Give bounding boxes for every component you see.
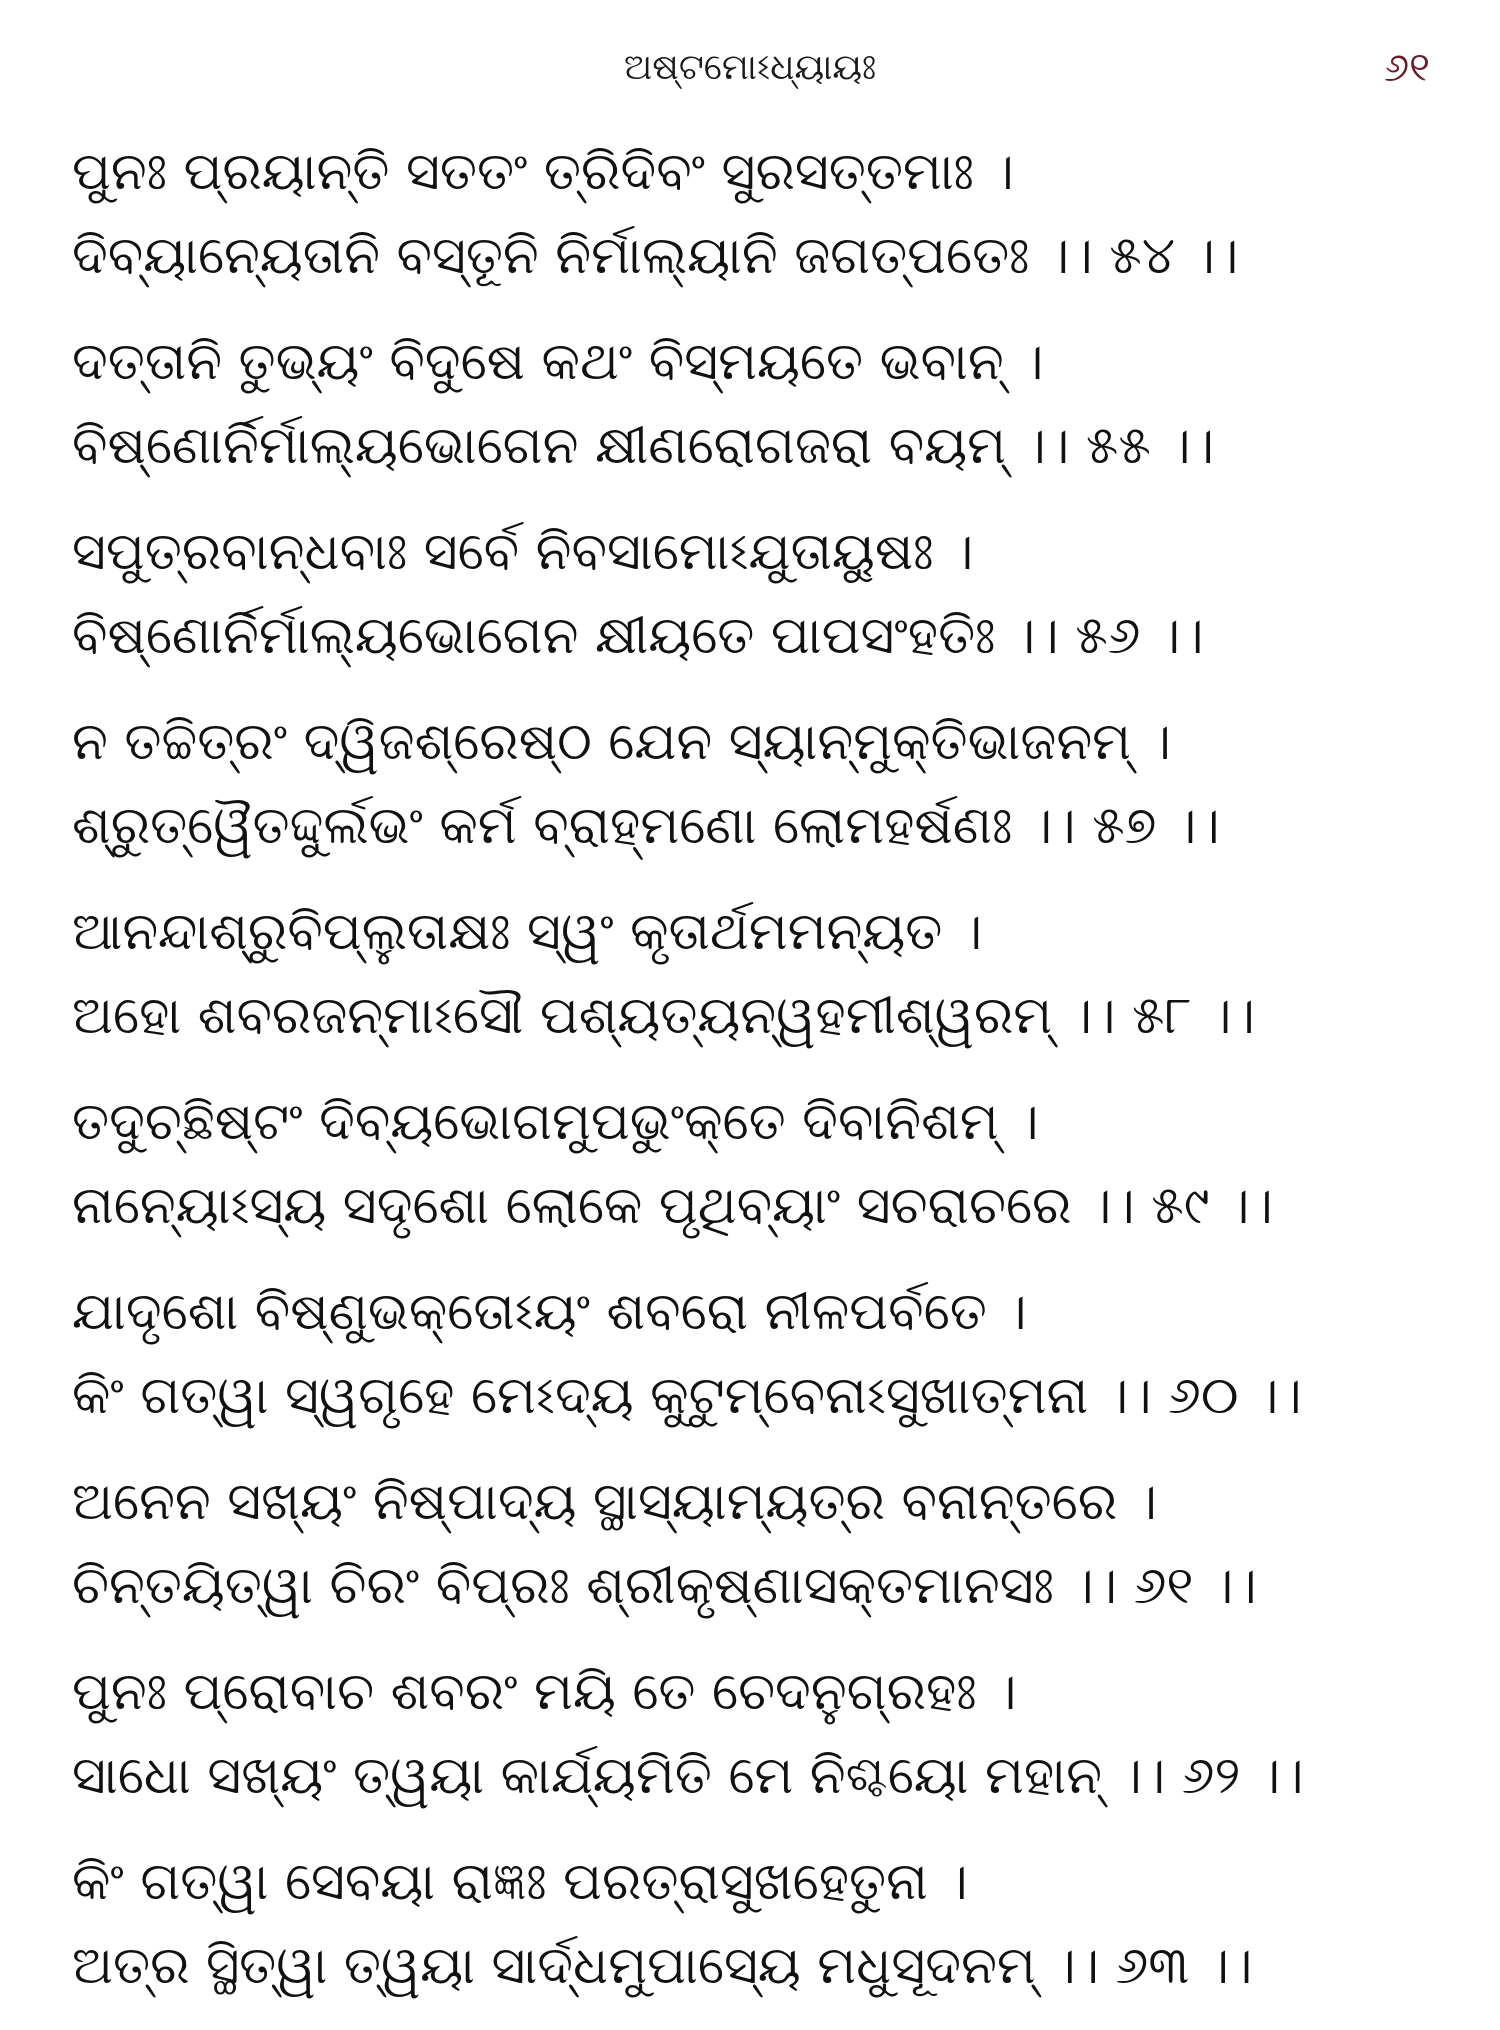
verse-line: ଆନନ୍ଦାଶ୍ରୁବିପ୍ଲୁତାକ୍ଷଃ ସ୍ୱଂ କୃତାର୍ଥମମନ୍ୟତ । <box>72 902 983 962</box>
verse-62 <box>72 1650 1452 1818</box>
verse-line: ସପୁତ୍ରବାନ୍ଧବାଃ ସର୍ବେ ନିବସାମୋଽଯୁତାୟୁଷଃ । <box>72 522 974 582</box>
verse-59 <box>72 1080 1452 1248</box>
verse-line: ଅନେନ ସଖ୍ୟଂ ନିଷ୍ପାଦ୍ୟ ସ୍ଥାସ୍ୟାମ୍ୟତ୍ର ବନାନ୍ତରେ । <box>72 1472 1158 1532</box>
verse-63 <box>72 1840 1452 2008</box>
verse-line: ବିଷ୍ଣୋର୍ନିର୍ମାଲ୍ୟଭୋଗେନ କ୍ଷୀଣରୋଗଜରା ବୟମ୍ ।। ୫୫ ।। <box>72 416 1215 476</box>
verse-line: ବିଷ୍ଣୋର୍ନିର୍ମାଲ୍ୟଭୋଗେନ କ୍ଷୀୟତେ ପାପସଂହତିଃ ।। ୫୬ ।। <box>72 606 1204 666</box>
verse-line: ଅହୋ ଶବରଜନ୍ମାଽସୌ ପଶ୍ୟତ୍ୟନ୍ୱହମୀଶ୍ୱରମ୍ ।। ୫୮ ।। <box>72 986 1255 1046</box>
verse-line: ତଦୁଚ୍ଛିଷ୍ଟଂ ଦିବ୍ୟଭୋଗମୁପଭୁଂକ୍ତେ ଦିବାନିଶମ୍ । <box>72 1092 1039 1152</box>
verse-line: ନ ତଚ୍ଚିତ୍ରଂ ଦ୍ୱିଜଶ୍ରେଷ୍ଠ ଯେନ ସ୍ୟାନ୍ମୁକ୍ତିଭାଜନମ୍ । <box>72 712 1171 772</box>
verse-54 <box>72 130 1452 298</box>
verse-line: ଚିନ୍ତୟିତ୍ୱା ଚିରଂ ବିପ୍ରଃ ଶ୍ରୀକୃଷ୍ଣାସକ୍ତମାନସଃ ।। ୬୧ ।। <box>72 1556 1257 1616</box>
verse-list <box>72 130 1452 2030</box>
verse-line: ଶ୍ରୁତ୍ୱୈତଦ୍ଦୁର୍ଲଭଂ କର୍ମ ବ୍ରାହ୍ମଣୋ ଲୋମହର୍ଷଣଃ ।। ୫୭ ।। <box>72 796 1220 856</box>
verse-line: ଅତ୍ର ସ୍ଥିତ୍ୱା ତ୍ୱୟା ସାର୍ଦ୍ଧମୁପାସ୍ୟେ ମଧୁସୂଦନମ୍ ।। ୬୩ ।। <box>72 1936 1253 1996</box>
verse-line: ନାନ୍ୟୋଽସ୍ୟ ସଦୃଶୋ ଲୋକେ ପୃଥିବ୍ୟାଂ ସଚରାଚରେ ।। ୫୯ ।। <box>72 1176 1273 1236</box>
verse-line: ଦିବ୍ୟାନ୍ୟେତାନି ବସ୍ତୂନି ନିର୍ମାଲ୍ୟାନି ଜଗତ୍ପତେଃ ।। ୫୪ ।। <box>72 226 1239 286</box>
verse-line: କିଂ ଗତ୍ୱା ସେବୟା ରାଜ୍ଞଃ ପରତ୍ରାସୁଖହେତୁନା । <box>72 1852 968 1912</box>
verse-61 <box>72 1460 1452 1628</box>
verse-60 <box>72 1270 1452 1438</box>
verse-line: ସାଧୋ ସଖ୍ୟଂ ତ୍ୱୟା କାର୍ଯ୍ୟମିତି ମେ ନିଶ୍ଚୟୋ ମହାନ୍ ।। ୬୨ ।। <box>72 1746 1304 1806</box>
verse-55 <box>72 320 1452 488</box>
verse-line: ପୁନଃ ପ୍ରୋବାଚ ଶବରଂ ମୟି ତେ ଚେଦନୁଗ୍ରହଃ । <box>72 1662 1017 1722</box>
page-number: ୬୧ <box>1384 45 1430 91</box>
verse-line: ଦତ୍ତାନି ତୁଭ୍ୟଂ ବିଦୁଷେ କଥଂ ବିସ୍ମୟତେ ଭବାନ୍ । <box>72 332 1044 392</box>
verse-line: ପୁନଃ ପ୍ରୟାନ୍ତି ସତତଂ ତ୍ରିଦିବଂ ସୁରସତ୍ତମାଃ । <box>72 142 1014 202</box>
verse-line: କିଂ ଗତ୍ୱା ସ୍ୱଗୃହେ ମେଽଦ୍ୟ କୁଟୁମ୍ବେନାଽସୁଖାତ୍ମନା ।। ୬୦ ।। <box>72 1366 1302 1426</box>
verse-57 <box>72 700 1452 868</box>
verse-56 <box>72 510 1452 678</box>
verse-58 <box>72 890 1452 1058</box>
verse-line: ଯାଦୃଶୋ ବିଷ୍ଣୁଭକ୍ତୋଽୟଂ ଶବରୋ ନୀଳପର୍ବତେ । <box>72 1282 1027 1342</box>
running-title: ଅଷ୍ଟମୋଽଧ୍ୟାୟଃ <box>623 47 877 88</box>
page-header <box>0 38 1500 98</box>
